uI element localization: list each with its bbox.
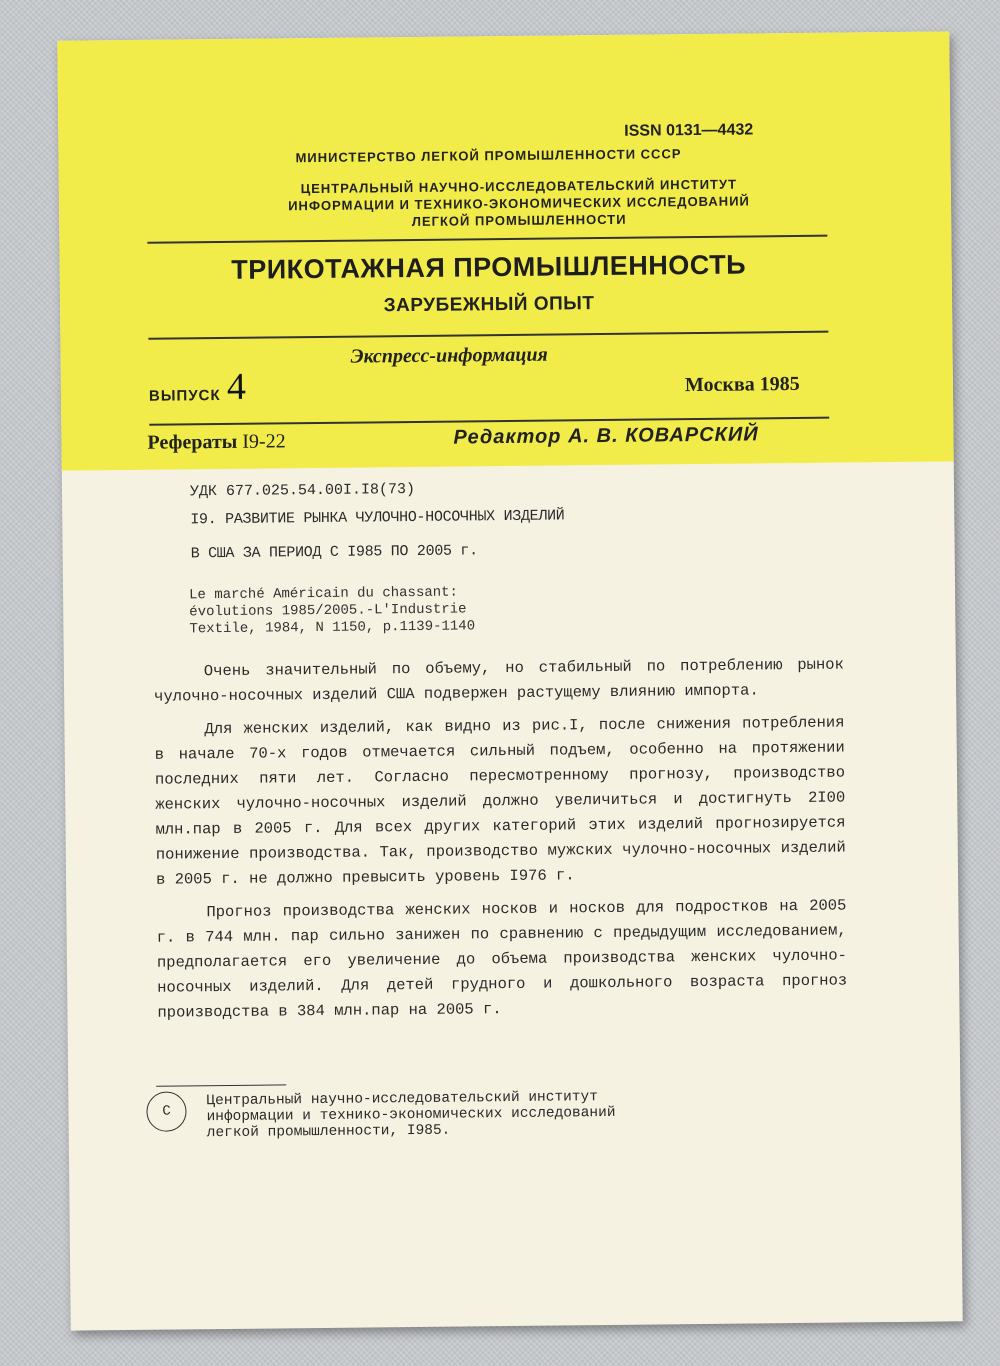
reference-line: Textile, 1984, N 1150, p.1139-1140 [189, 618, 476, 638]
institute-line: ЛЕГКОЙ ПРОМЫШЛЕННОСТИ [411, 211, 627, 230]
institute-line: ЦЕНТРАЛЬНЫЙ НАУЧНО-ИССЛЕДОВАТЕЛЬСКИЙ ИНСТИТУТ [300, 176, 738, 197]
ministry-line: МИНИСТЕРСТВО ЛЕГКОЙ ПРОМЫШЛЕННОСТИ СССР [295, 146, 682, 166]
publication-title: ТРИКОТАЖНАЯ ПРОМЫШЛЕННОСТЬ [231, 249, 747, 285]
abstracts-range [147, 430, 285, 454]
city-year: Москва 1985 [684, 372, 800, 397]
issue-number: 4 [226, 365, 247, 408]
reference-line: Le marché Américain du chassant: [189, 584, 458, 604]
institute-name [179, 174, 859, 232]
abstracts-numbers: I9-22 [242, 430, 286, 453]
copyright-line: легкой промышленности, I985. [206, 1122, 451, 1142]
source-reference [189, 584, 475, 638]
copyright-line: информации и технико-экономических исследований [206, 1104, 616, 1126]
issue-label: ВЫПУСК [148, 387, 221, 405]
footnote-divider [156, 1084, 286, 1086]
copyright-mark: С [146, 1091, 186, 1131]
editor-line: Редактор А. В. КОВАРСКИЙ [453, 423, 759, 449]
issn-number: ISSN 0131—4432 [624, 121, 754, 140]
paragraph: Прогноз производства женских носков и носков для подростков на 2005 г. в 744 млн. пар сильно занижен по сравнению с предыдущим исследованием, предполагается его увеличение до объема производства женских чулочно-носочных изделий. Для детей грудного и дошкольного возраста прогноз производства в 384 млн.пар на 2005 г. [156, 896, 848, 1022]
express-info-label: Экспресс-информация [350, 343, 548, 368]
article-heading-continued: В США ЗА ПЕРИОД С I985 ПО 2005 г. [190, 542, 478, 563]
article-body [154, 653, 848, 1034]
institute-line: ИНФОРМАЦИИ И ТЕХНИКО-ЭКОНОМИЧЕСКИХ ИССЛЕДОВАНИЙ [288, 193, 750, 214]
copyright-line: Центральный научно-исследовательский институт [206, 1089, 599, 1110]
abstracts-label: Рефераты [147, 430, 238, 454]
article-heading: I9. РАЗВИТИЕ РЫНКА ЧУЛОЧНО-НОСОЧНЫХ ИЗДЕЛИЙ [190, 507, 565, 529]
booklet-page [57, 31, 962, 1330]
publication-subtitle: ЗАРУБЕЖНЫЙ ОПЫТ [383, 293, 595, 317]
paragraph: Для женских изделий, как видно из рис.I, после снижения потребления в начале 70-х годов отмечается сильный подъем, особенно на протяжении последних пяти лет. Согласно пересмотренному прогнозу, производство женских чулочно-носочных изделий должно увеличиться и достигнуть 2I00 млн.пар в 2005 г. Для всех других категорий этих изделий прогнозируется понижение производства. Так, производство мужских чулочно-носочных изделий в 2005 г. не должно превысить уровень I976 г. [154, 713, 846, 889]
udk-code: УДК 677.025.54.00I.I8(73) [189, 480, 416, 501]
paragraph: Очень значительный по объему, но стабильный по потреблению рынок чулочно-носочных изделий США подвержен растущему влиянию импорта. [154, 655, 844, 706]
copyright-notice [206, 1089, 615, 1141]
reference-line: évolutions 1985/2005.-L'Industrie [189, 601, 467, 621]
